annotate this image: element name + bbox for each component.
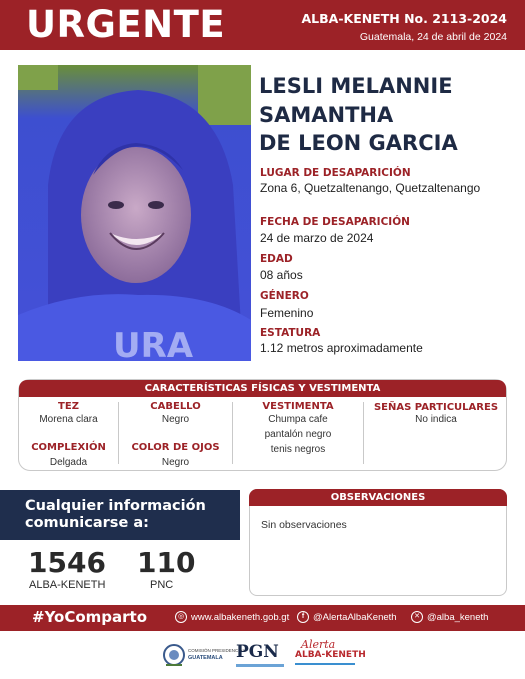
place-value: Zona 6, Quetzaltenango, Quetzaltenango bbox=[260, 181, 481, 195]
facebook-icon: f bbox=[297, 611, 309, 623]
contact-text bbox=[25, 498, 206, 532]
complexion-label: COMPLEXIÓN bbox=[31, 442, 106, 453]
globe-icon: ◎ bbox=[175, 611, 187, 623]
facebook-text: @AlertaAlbaKeneth bbox=[313, 611, 397, 623]
characteristics-title: CARACTERÍSTICAS FÍSICAS Y VESTIMENTA bbox=[19, 380, 506, 397]
pnc-phone[interactable]: 110 bbox=[137, 546, 196, 579]
website-text: www.albakeneth.gob.gt bbox=[191, 611, 290, 623]
contact-line-2: comunicarse a: bbox=[25, 515, 149, 531]
eye-color-label: COLOR DE OJOS bbox=[131, 442, 220, 453]
person-name bbox=[259, 72, 514, 158]
marks-label: SEÑAS PARTICULARES bbox=[373, 402, 499, 413]
gender-value: Femenino bbox=[260, 306, 314, 320]
pnc-phone-label: PNC bbox=[150, 579, 174, 591]
clothing-label: VESTIMENTA bbox=[262, 401, 334, 412]
age-value: 08 años bbox=[260, 268, 303, 282]
date-value: 24 de marzo de 2024 bbox=[260, 231, 374, 245]
alerta-script: Alerta bbox=[301, 638, 336, 651]
missing-person-photo bbox=[18, 65, 251, 361]
facebook-link[interactable] bbox=[297, 611, 397, 623]
pgn-logo bbox=[236, 642, 286, 668]
alerta-name: ALBA-KENETH bbox=[295, 650, 366, 660]
observations-text: Sin observaciones bbox=[261, 519, 347, 531]
contact-panel bbox=[0, 490, 240, 540]
hair-label: CABELLO bbox=[150, 401, 201, 412]
gender-label: GÉNERO bbox=[260, 290, 309, 302]
complexion-value: Delgada bbox=[49, 457, 88, 468]
hashtag[interactable]: #YoComparto bbox=[32, 608, 148, 626]
pgn-text: PGN bbox=[236, 642, 279, 662]
pgn-underline bbox=[236, 664, 284, 667]
name-line-2: SAMANTHA bbox=[259, 102, 394, 127]
alert-code: ALBA-KENETH No. 2113-2024 bbox=[301, 11, 507, 26]
clothing-line-2: pantalón negro bbox=[264, 429, 332, 440]
x-icon: ✕ bbox=[411, 611, 423, 623]
footer-bar bbox=[0, 605, 525, 631]
urgent-title: URGENTE bbox=[26, 3, 226, 46]
age-label: EDAD bbox=[260, 253, 293, 265]
website-link[interactable] bbox=[175, 611, 289, 623]
observations-title: OBSERVACIONES bbox=[249, 489, 507, 506]
height-value: 1.12 metros aproximadamente bbox=[260, 341, 423, 355]
place-label: LUGAR DE DESAPARICIÓN bbox=[260, 167, 411, 179]
characteristics-box bbox=[18, 379, 507, 471]
hair-value: Negro bbox=[161, 414, 190, 425]
clothing-line-1: Chumpa cafe bbox=[268, 414, 328, 425]
eye-color-value: Negro bbox=[161, 457, 190, 468]
alerta-alba-keneth-logo bbox=[295, 638, 365, 672]
name-line-1: LESLI MELANNIE bbox=[259, 74, 453, 98]
logos-row bbox=[0, 636, 525, 676]
clothing-line-3: tenis negros bbox=[270, 444, 326, 455]
gov-line-1: COMISIÓN PRESIDENCIAL bbox=[188, 648, 246, 653]
height-label: ESTATURA bbox=[260, 327, 321, 339]
x-text: @alba_keneth bbox=[427, 611, 489, 623]
coat-of-arms-icon bbox=[163, 641, 185, 669]
marks-value: No indica bbox=[415, 414, 457, 425]
gov-line-2: GUATEMALA bbox=[188, 655, 223, 661]
name-line-3: DE LEON GARCIA bbox=[259, 131, 458, 155]
x-link[interactable] bbox=[411, 611, 488, 623]
header-bar bbox=[0, 0, 525, 50]
alba-keneth-phone-label: ALBA-KENETH bbox=[29, 579, 106, 591]
observations-box bbox=[249, 489, 507, 596]
tez-value: Morena clara bbox=[39, 414, 98, 425]
alert-date: Guatemala, 24 de abril de 2024 bbox=[359, 31, 507, 43]
alba-keneth-phone[interactable]: 1546 bbox=[28, 546, 106, 579]
photo-illustration bbox=[18, 65, 251, 361]
date-label: FECHA DE DESAPARICIÓN bbox=[260, 216, 410, 228]
alerta-underline bbox=[295, 663, 355, 665]
tez-label: TEZ bbox=[58, 401, 79, 412]
government-logo bbox=[163, 640, 246, 670]
contact-line-1: Cualquier información bbox=[25, 498, 206, 514]
svg-text:URA: URA bbox=[113, 326, 194, 361]
